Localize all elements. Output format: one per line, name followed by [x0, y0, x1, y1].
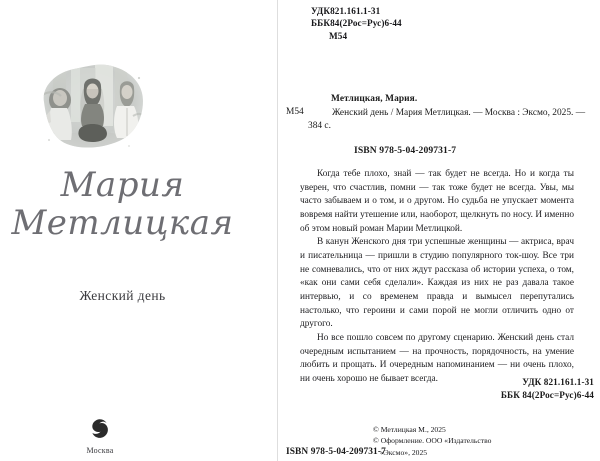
cip-body: Женский день / Мария Метлицкая. — Москва : Эксмо, 2025. — 384 с.: [308, 107, 586, 132]
bbk-code-top: ББК84(2Рос=Рус)6-44: [311, 18, 402, 29]
eksmo-logo-icon: [87, 416, 113, 444]
copyright-text-1: Метлицкая М., 2025: [380, 425, 446, 434]
annotation-paragraph-3: Но все пошло совсем по другому сценарию. Женский день стал очередным испытанием — на прочность, порядочность, на умение любить и прощать. И очередным напоминанием — ни очень плохо, ни очень хорошо не бывает всегда.: [300, 332, 574, 384]
copyright-mark-1: ©: [373, 425, 379, 434]
title-page: [0, 0, 277, 461]
copyright-text-2: Оформление. ООО «Издательство: [380, 436, 492, 446]
classification-codes-bottom: [501, 376, 594, 402]
annotation-paragraph-2: В канун Женского дня три успешные женщины — актриса, врач и писательница — пришли в студию популярного ток-шоу. Все три не сомневались, что от них ждут рассказа об истории успеха, о том, «как они сами себя сделали». Каждая из них не раз давала такое интервью, и со временем правда и вымысел перепутались настолько, что героини и сами порой не могли отличить одно от другого.: [300, 237, 574, 330]
isbn-bottom: ISBN 978-5-04-209731-7: [286, 447, 386, 457]
annotation-paragraph-1: Когда тебе плохо, знай — так будет не всегда. Но и когда ты уверен, что счастлив, помни — так тоже будет не всегда. Увы, мы часто забываем и о том, и о другом. Но судьба не упускает момента вовремя найти утешение или, наоборот, щелкнуть по носу. И именно об этом новый роман Марии Метлицкой.: [300, 169, 574, 234]
copyright-mark-2: ©: [373, 436, 379, 446]
udk-code-bottom: УДК 821.161.1-31: [522, 377, 594, 387]
cover-illustration: [31, 56, 153, 156]
author-first-name: Мария: [60, 165, 185, 205]
copyright-page: [278, 0, 600, 461]
bbk-code-bottom: ББК 84(2Рос=Рус)6-44: [500, 389, 594, 400]
copyright-line-3: «Эксмо», 2025: [380, 447, 428, 457]
author-name: [0, 165, 245, 243]
copyright-line-1: [373, 424, 588, 435]
publisher-city: Москва: [86, 446, 114, 455]
annotation-text: [300, 168, 574, 387]
cip-classification-codes: [311, 5, 402, 42]
copyright-notice: [373, 424, 588, 458]
udk-code-top: УДК821.161.1-31: [311, 6, 381, 16]
author-sign-top: М54: [329, 30, 348, 41]
copyright-line-2: [373, 435, 588, 446]
publisher-imprint: [0, 416, 200, 455]
book-title: Женский день: [79, 288, 166, 303]
cip-signature: М54: [286, 107, 304, 117]
cip-heading: Метлицкая, Мария.: [331, 94, 418, 104]
isbn-top: ISBN 978-5-04-209731-7: [354, 145, 457, 156]
cip-record: [286, 93, 586, 134]
author-last-name: Метлицкая: [11, 203, 234, 243]
